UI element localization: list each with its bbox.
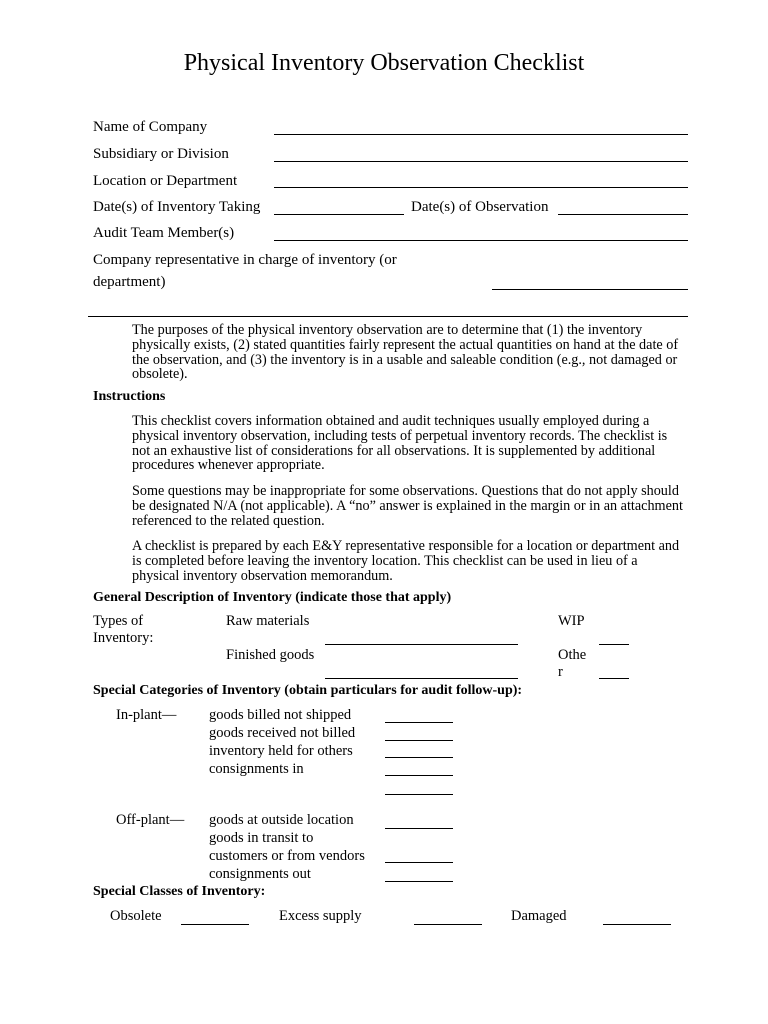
other-field[interactable] xyxy=(599,678,629,679)
instructions-paragraph-2: Some questions may be inappropriate for some observations. Questions that do not apply should be designated N/A (not applicable). A “no” answer is explained in the margin or in an attachment referenced to the related question. xyxy=(132,483,683,529)
location-label: Location or Department xyxy=(93,173,238,189)
in-plant-item: goods received not billed xyxy=(209,725,356,741)
finished-goods-field[interactable] xyxy=(325,678,518,679)
excess-supply-label: Excess supply xyxy=(279,908,362,924)
types-label-line2: Inventory: xyxy=(93,630,154,646)
wip-label: WIP xyxy=(558,613,585,629)
location-field[interactable] xyxy=(274,187,688,188)
inventory-taking-field[interactable] xyxy=(274,214,404,215)
subsidiary-field[interactable] xyxy=(274,161,688,162)
in-plant-field[interactable] xyxy=(385,740,453,741)
representative-field[interactable] xyxy=(492,289,688,290)
off-plant-label: Off-plant— xyxy=(116,812,185,828)
special-categories-heading: Special Categories of Inventory (obtain particulars for audit follow-up): xyxy=(93,683,523,698)
finished-goods-label: Finished goods xyxy=(226,647,315,663)
observation-label: Date(s) of Observation xyxy=(411,199,549,215)
damaged-label: Damaged xyxy=(511,908,567,924)
off-plant-item: consignments out xyxy=(209,866,311,882)
in-plant-field[interactable] xyxy=(385,757,453,758)
instructions-heading: Instructions xyxy=(93,389,166,404)
off-plant-field[interactable] xyxy=(385,862,453,863)
representative-label-line2: department) xyxy=(93,274,166,290)
audit-team-field[interactable] xyxy=(274,240,688,241)
in-plant-field[interactable] xyxy=(385,794,453,795)
excess-supply-field[interactable] xyxy=(414,924,482,925)
audit-team-label: Audit Team Member(s) xyxy=(93,225,235,241)
damaged-field[interactable] xyxy=(603,924,671,925)
in-plant-field[interactable] xyxy=(385,722,453,723)
raw-materials-label: Raw materials xyxy=(226,613,310,629)
subsidiary-label: Subsidiary or Division xyxy=(93,146,229,162)
off-plant-item: customers or from vendors xyxy=(209,848,365,864)
company-field[interactable] xyxy=(274,134,688,135)
representative-label-line1: Company representative in charge of inventory (or xyxy=(93,252,397,268)
obsolete-field[interactable] xyxy=(181,924,249,925)
wip-field[interactable] xyxy=(599,644,629,645)
in-plant-item: consignments in xyxy=(209,761,304,777)
off-plant-item: goods at outside location xyxy=(209,812,354,828)
section-divider xyxy=(88,316,688,317)
in-plant-label: In-plant— xyxy=(116,707,177,723)
observation-field[interactable] xyxy=(558,214,688,215)
special-classes-heading: Special Classes of Inventory: xyxy=(93,884,266,899)
instructions-paragraph-1: This checklist covers information obtained and audit techniques usually employed during a physical inventory observation, including tests of perpetual inventory records. The checklist is not an exhaustive list of considerations for all observations. It is supplemented by additional procedures whenever appropriate. xyxy=(132,413,668,474)
in-plant-item: goods billed not shipped xyxy=(209,707,352,723)
off-plant-field[interactable] xyxy=(385,881,453,882)
off-plant-field[interactable] xyxy=(385,828,453,829)
raw-materials-field[interactable] xyxy=(325,644,518,645)
types-label-line1: Types of xyxy=(93,613,144,629)
purpose-paragraph: The purposes of the physical inventory observation are to determine that (1) the inventory physically exists, (2) stated quantities fairly represent the actual quantities on hand at the date of the observation, and (3) the inventory is in a usable and saleable condition (e.g., not damaged or obsolete). xyxy=(132,322,679,383)
off-plant-item: goods in transit to xyxy=(209,830,314,846)
general-description-heading: General Description of Inventory (indicate those that apply) xyxy=(93,590,452,605)
obsolete-label: Obsolete xyxy=(110,908,162,924)
page-title: Physical Inventory Observation Checklist xyxy=(183,50,585,76)
inventory-taking-label: Date(s) of Inventory Taking xyxy=(93,199,261,215)
in-plant-item: inventory held for others xyxy=(209,743,353,759)
company-label: Name of Company xyxy=(93,119,208,135)
in-plant-field[interactable] xyxy=(385,775,453,776)
other-label-line1: Othe xyxy=(558,647,587,663)
instructions-paragraph-3: A checklist is prepared by each E&Y representative responsible for a location or department and is completed before leaving the inventory location. This checklist can be used in lieu of a physical inventory observation memorandum. xyxy=(132,538,680,584)
other-label-line2: r xyxy=(558,664,563,680)
